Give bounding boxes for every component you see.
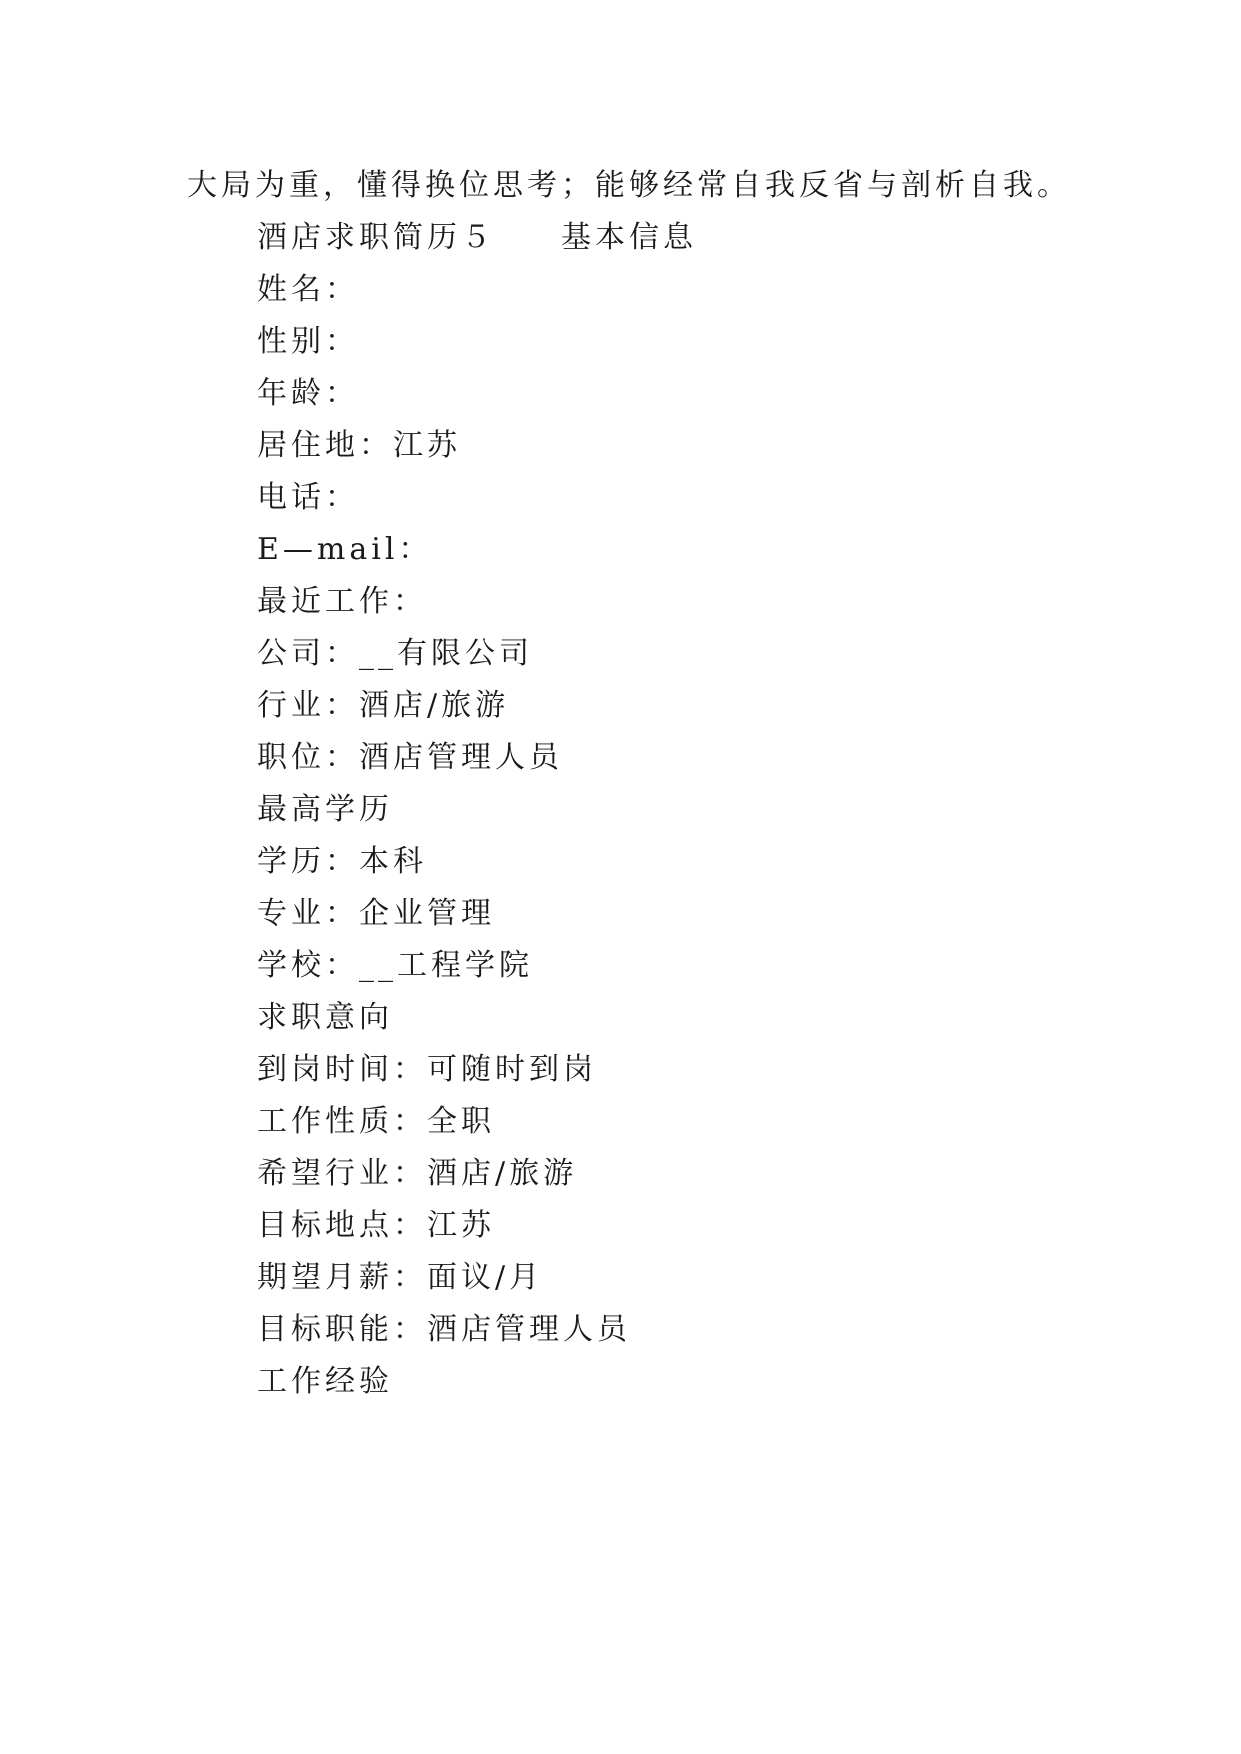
field-job-type: 工作性质：全职 <box>257 1104 495 1139</box>
field-industry: 行业：酒店/旅游 <box>257 688 510 723</box>
field-age: 年龄： <box>257 376 359 411</box>
field-company: 公司：__有限公司 <box>257 636 533 671</box>
field-start-time: 到岗时间：可随时到岗 <box>257 1052 597 1087</box>
field-expected-salary: 期望月薪：面议/月 <box>257 1260 544 1295</box>
field-major: 专业：企业管理 <box>257 896 495 931</box>
field-phone: 电话： <box>257 480 359 515</box>
field-school: 学校：__工程学院 <box>257 948 533 983</box>
field-residence: 居住地：江苏 <box>257 428 461 463</box>
resume-title: 酒店求职简历５ <box>257 220 495 255</box>
section-heading-job-intention: 求职意向 <box>257 1000 393 1035</box>
field-position: 职位：酒店管理人员 <box>257 740 563 775</box>
field-degree: 学历：本科 <box>257 844 427 879</box>
field-name: 姓名： <box>257 272 359 307</box>
section-heading-basic-info: 基本信息 <box>561 220 697 255</box>
field-desired-industry: 希望行业：酒店/旅游 <box>257 1156 578 1191</box>
field-target-location: 目标地点：江苏 <box>257 1208 495 1243</box>
section-heading-education: 最高学历 <box>257 792 393 827</box>
resume-title-line <box>257 218 697 258</box>
field-target-function: 目标职能：酒店管理人员 <box>257 1312 631 1347</box>
field-email: E—mail： <box>257 532 433 567</box>
section-heading-recent-work: 最近工作： <box>257 584 427 619</box>
field-gender: 性别： <box>257 324 359 359</box>
section-heading-work-experience: 工作经验 <box>257 1364 393 1399</box>
intro-text-line: 大局为重，懂得换位思考；能够经常自我反省与剖析自我。 <box>187 168 1071 203</box>
